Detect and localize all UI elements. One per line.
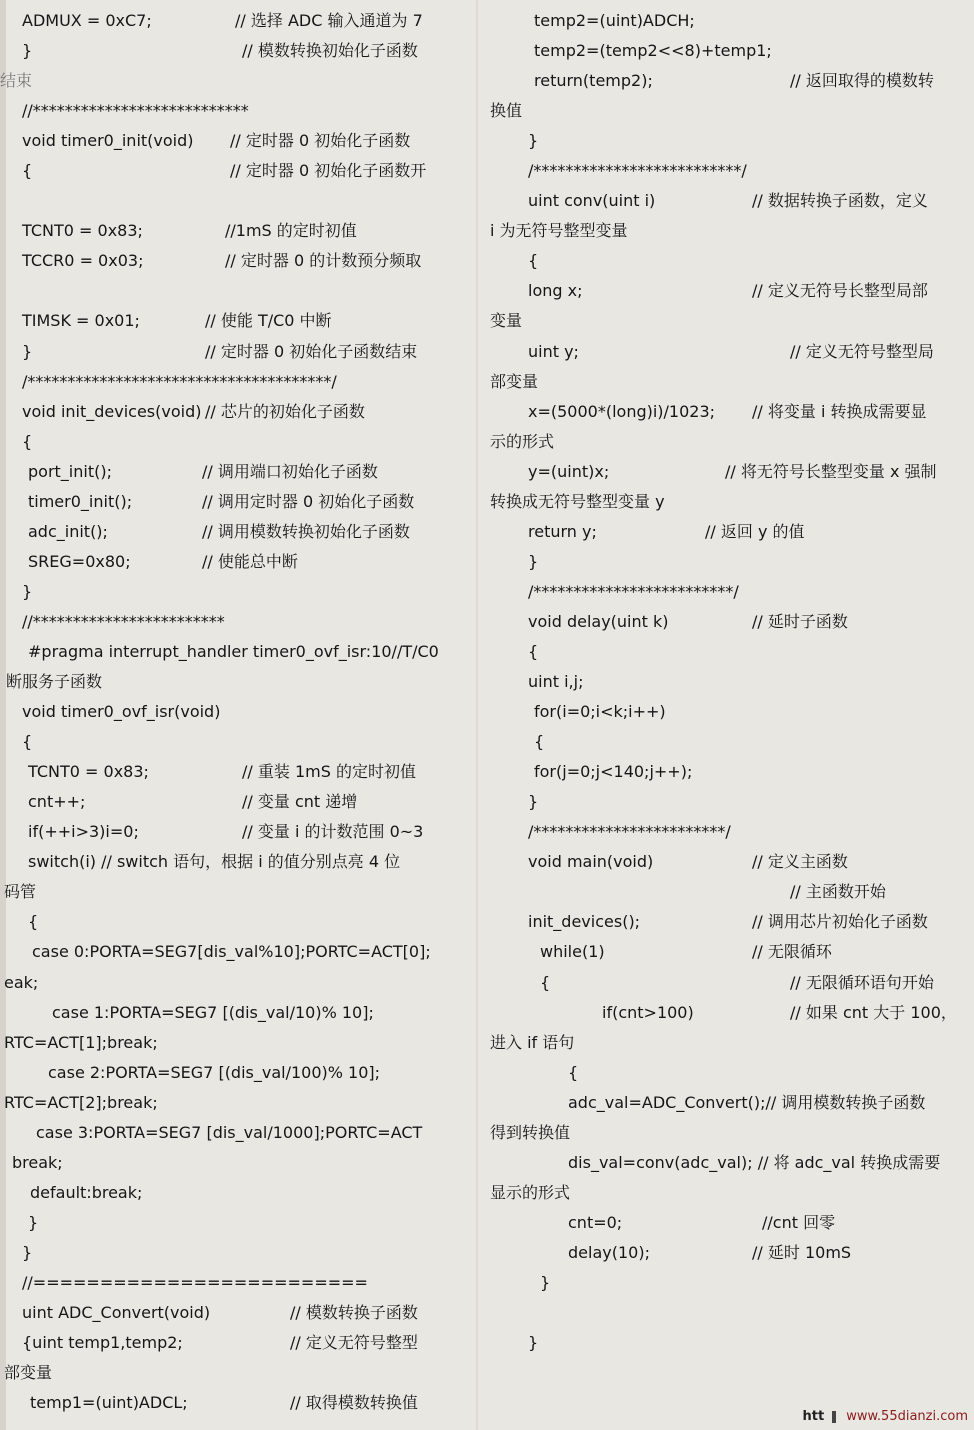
code-line — [10, 727, 468, 757]
code-line — [490, 1118, 968, 1148]
code-line — [0, 66, 468, 96]
code-line — [490, 1208, 968, 1238]
code-line — [10, 1388, 468, 1418]
code-line — [490, 397, 968, 427]
code-text: uint conv(uint i) — [528, 191, 656, 211]
code-line — [490, 1148, 968, 1178]
code-text: break; — [12, 1152, 63, 1172]
code-text: /************************/ — [528, 822, 731, 842]
code-text: case 2:PORTA=SEG7 [(dis_val/100)% 10]; — [48, 1062, 381, 1082]
code-comment: // 使能总中断 — [202, 551, 298, 571]
code-text: 断服务子函数 — [6, 672, 103, 692]
code-line — [490, 998, 968, 1028]
footer-site-watermark: www.55dianzi.com — [846, 1409, 968, 1424]
code-text: for(i=0;i<k;i++) — [534, 702, 666, 722]
page-edge-shadow — [0, 0, 6, 1430]
code-text: case 1:PORTA=SEG7 [(dis_val/10)% 10]; — [52, 1002, 374, 1022]
code-text: timer0_init(); — [28, 491, 133, 511]
code-text: case 3:PORTA=SEG7 [dis_val/1000];PORTC=ACT — [36, 1122, 423, 1142]
code-text: x=(5000*(long)i)/1023; — [528, 401, 716, 421]
code-line — [10, 907, 468, 937]
code-line — [490, 276, 968, 306]
code-text: cnt=0; — [568, 1212, 623, 1232]
code-text: /**************************/ — [528, 161, 747, 181]
code-line — [10, 156, 468, 186]
code-line — [490, 1178, 968, 1208]
code-line — [490, 1088, 968, 1118]
code-line — [490, 186, 968, 216]
code-text: default:break; — [30, 1182, 143, 1202]
code-text: } — [22, 41, 33, 61]
code-line — [490, 367, 968, 397]
code-line — [4, 877, 468, 907]
code-text: TCNT0 = 0x83; — [28, 762, 149, 782]
code-text: { — [22, 431, 33, 451]
footer-http-text: htt — [802, 1409, 825, 1424]
code-comment: // 芯片的初始化子函数 — [205, 401, 365, 421]
code-line — [10, 36, 468, 66]
code-comment: // 选择 ADC 输入通道为 7 — [235, 11, 423, 30]
code-text: 结束 — [0, 71, 33, 91]
code-line — [10, 697, 468, 727]
code-comment: // 重装 1mS 的定时初值 — [242, 762, 416, 782]
code-line — [490, 697, 968, 727]
code-line — [490, 847, 968, 877]
code-comment: // 变量 i 的计数范围 0~3 — [242, 822, 424, 842]
code-text: y=(uint)x; — [528, 461, 610, 481]
code-line — [10, 937, 468, 967]
code-comment: // 主函数开始 — [790, 882, 886, 902]
code-text: uint y; — [528, 341, 579, 361]
code-line — [490, 126, 968, 156]
code-comment: // 模数转换初始化子函数 — [242, 41, 418, 61]
code-text: adc_init(); — [28, 521, 108, 541]
code-text: delay(10); — [568, 1242, 650, 1262]
code-line — [490, 1298, 968, 1328]
code-text: RTC=ACT[1];break; — [4, 1032, 158, 1052]
code-text: /**************************************/ — [22, 371, 337, 391]
code-text: void timer0_init(void) — [22, 131, 194, 151]
code-text: } — [28, 1212, 39, 1232]
code-line — [10, 186, 468, 216]
code-line — [490, 487, 968, 517]
code-line — [10, 517, 468, 547]
code-text: void timer0_ovf_isr(void) — [22, 702, 221, 722]
code-comment: // 调用端口初始化子函数 — [202, 461, 378, 481]
code-line — [10, 487, 468, 517]
code-line — [10, 547, 468, 577]
code-text: void delay(uint k) — [528, 611, 669, 631]
code-line — [10, 457, 468, 487]
code-line — [490, 937, 968, 967]
code-line — [10, 577, 468, 607]
code-comment: // 模数转换子函数 — [290, 1303, 418, 1323]
code-text: adc_val=ADC_Convert();// 调用模数转换子函数 — [568, 1092, 926, 1112]
code-line — [10, 607, 468, 637]
code-line — [10, 998, 468, 1028]
code-line — [10, 1058, 468, 1088]
code-text: if(++i>3)i=0; — [28, 822, 139, 842]
code-comment: // 调用模数转换初始化子函数 — [202, 521, 410, 541]
code-text: port_init(); — [28, 461, 112, 481]
code-comment: // 定时器 0 初始化子函数结束 — [205, 341, 418, 361]
code-text: case 0:PORTA=SEG7[dis_val%10];PORTC=ACT[0]; — [32, 942, 431, 962]
code-text: { — [28, 912, 39, 932]
code-comment: // 返回 y 的值 — [705, 521, 805, 541]
code-line — [490, 517, 968, 547]
code-text: {uint temp1,temp2; — [22, 1333, 183, 1353]
code-line — [10, 276, 468, 306]
code-text: } — [540, 1272, 551, 1292]
code-text: cnt++; — [28, 792, 86, 812]
code-line — [490, 787, 968, 817]
code-line — [10, 1208, 468, 1238]
code-comment: // 无限循环语句开始 — [790, 972, 934, 992]
code-comment: // 将无符号长整型变量 x 强制 — [725, 461, 937, 481]
code-line — [10, 427, 468, 457]
code-line — [4, 1358, 468, 1388]
code-line — [10, 1298, 468, 1328]
code-line — [4, 1088, 468, 1118]
code-text: 部变量 — [4, 1363, 53, 1383]
right-code-column — [490, 6, 968, 1358]
code-text: 转换成无符号整型变量 y — [490, 491, 665, 511]
code-line — [10, 6, 468, 36]
page-footer — [803, 1409, 968, 1424]
code-comment: // 延时子函数 — [752, 611, 848, 631]
code-comment: // 如果 cnt 大于 100， — [790, 1002, 957, 1022]
code-line — [6, 667, 468, 697]
code-line — [10, 847, 468, 877]
code-text: /*************************/ — [528, 581, 739, 601]
code-text: uint i,j; — [528, 672, 584, 692]
code-line — [490, 667, 968, 697]
code-text: } — [528, 1333, 539, 1353]
code-text: 示的形式 — [490, 431, 555, 451]
code-comment: // 调用芯片初始化子函数 — [752, 912, 928, 932]
code-line — [10, 757, 468, 787]
code-text: eak; — [4, 972, 39, 992]
code-text: TCNT0 = 0x83; — [22, 221, 143, 241]
code-line — [490, 1058, 968, 1088]
code-line — [10, 1328, 468, 1358]
code-text: #pragma interrupt_handler timer0_ovf_isr:10//T/C0 — [28, 641, 439, 661]
code-text: for(j=0;j<140;j++); — [534, 762, 693, 782]
code-text: 显示的形式 — [490, 1182, 571, 1202]
code-line — [490, 306, 968, 336]
code-text: TCCR0 = 0x03; — [22, 251, 144, 271]
code-comment: //1mS 的定时初值 — [225, 221, 357, 241]
code-line — [10, 246, 468, 276]
code-text: return y; — [528, 521, 597, 541]
code-line — [490, 6, 968, 36]
code-line — [10, 96, 468, 126]
code-text: } — [528, 551, 539, 571]
code-line — [10, 306, 468, 336]
code-line — [490, 757, 968, 787]
code-line — [490, 246, 968, 276]
code-line — [490, 427, 968, 457]
code-text: TIMSK = 0x01; — [22, 311, 140, 331]
code-line — [10, 397, 468, 427]
code-line — [490, 817, 968, 847]
code-text: ADMUX = 0xC7; — [22, 11, 152, 30]
code-comment: //cnt 回零 — [762, 1212, 836, 1232]
code-line — [490, 337, 968, 367]
code-text: 变量 — [490, 311, 523, 331]
code-comment: // 定时器 0 初始化子函数 — [230, 131, 411, 151]
code-text: { — [534, 732, 545, 752]
code-text: 得到转换值 — [490, 1122, 571, 1142]
code-text: while(1) — [540, 942, 605, 962]
code-text: return(temp2); — [534, 71, 653, 91]
code-text: uint ADC_Convert(void) — [22, 1303, 211, 1323]
code-line — [490, 216, 968, 246]
code-text: 换值 — [490, 101, 523, 121]
code-line — [10, 817, 468, 847]
footer-divider — [832, 1411, 836, 1423]
code-line — [4, 968, 468, 998]
code-line — [10, 787, 468, 817]
code-text: switch(i) // switch 语句，根据 i 的值分别点亮 4 位 — [28, 852, 401, 872]
code-line — [490, 1238, 968, 1268]
code-text: { — [528, 251, 539, 271]
code-comment: // 定义主函数 — [752, 852, 848, 872]
code-line — [490, 1328, 968, 1358]
code-text: init_devices(); — [528, 912, 641, 932]
code-text: 码管 — [4, 882, 37, 902]
code-comment: // 数据转换子函数，定义 — [752, 191, 928, 211]
code-line — [490, 607, 968, 637]
code-line — [490, 968, 968, 998]
code-text: SREG=0x80; — [28, 551, 131, 571]
code-line — [10, 367, 468, 397]
code-comment: // 定义无符号整型 — [290, 1333, 418, 1353]
code-line — [10, 1118, 468, 1148]
code-text: { — [22, 732, 33, 752]
code-comment: // 定义无符号整型局 — [790, 341, 934, 361]
code-line — [490, 547, 968, 577]
code-line — [10, 337, 468, 367]
code-line — [490, 66, 968, 96]
code-text: RTC=ACT[2];break; — [4, 1092, 158, 1112]
column-divider — [476, 0, 478, 1430]
code-text: //************************ — [22, 611, 225, 631]
code-line — [490, 156, 968, 186]
code-text: 部变量 — [490, 371, 539, 391]
code-line — [10, 126, 468, 156]
code-text: { — [540, 972, 551, 992]
code-line — [10, 1148, 468, 1178]
code-text: temp2=(temp2<<8)+temp1; — [534, 41, 772, 61]
code-comment: // 延时 10mS — [752, 1242, 852, 1262]
code-line — [10, 1238, 468, 1268]
code-text: long x; — [528, 281, 583, 301]
code-text: void init_devices(void) — [22, 401, 202, 421]
code-comment: // 将变量 i 转换成需要显 — [752, 401, 927, 421]
code-text: 进入 if 语句 — [490, 1032, 575, 1052]
code-comment: // 取得模数转换值 — [290, 1393, 418, 1413]
left-code-column — [0, 6, 468, 1418]
code-text: i 为无符号整型变量 — [490, 221, 628, 241]
code-text: } — [22, 1242, 33, 1262]
code-comment: // 无限循环 — [752, 942, 832, 962]
code-line — [4, 1028, 468, 1058]
code-line — [10, 216, 468, 246]
code-line — [490, 1028, 968, 1058]
code-line — [490, 36, 968, 66]
code-text: temp1=(uint)ADCL; — [30, 1393, 188, 1413]
code-text: //========================= — [22, 1272, 368, 1292]
code-text: if(cnt>100) — [602, 1002, 694, 1022]
code-line — [490, 457, 968, 487]
code-text: dis_val=conv(adc_val); // 将 adc_val 转换成需要 — [568, 1152, 941, 1172]
code-line — [10, 1268, 468, 1298]
code-line — [10, 1178, 468, 1208]
code-line — [10, 637, 468, 667]
code-text: } — [22, 341, 33, 361]
code-text: } — [528, 792, 539, 812]
code-line — [490, 577, 968, 607]
code-line — [490, 907, 968, 937]
code-text: temp2=(uint)ADCH; — [534, 11, 695, 30]
code-text: } — [22, 581, 33, 601]
code-comment: // 使能 T/C0 中断 — [205, 311, 332, 331]
code-comment: // 定时器 0 初始化子函数开 — [230, 161, 427, 181]
code-line — [490, 96, 968, 126]
code-text: //*************************** — [22, 101, 249, 121]
code-comment: // 定义无符号长整型局部 — [752, 281, 928, 301]
code-comment: // 调用定时器 0 初始化子函数 — [202, 491, 415, 511]
code-line — [490, 727, 968, 757]
code-line — [490, 637, 968, 667]
code-text: void main(void) — [528, 852, 654, 872]
code-text: { — [528, 641, 539, 661]
code-comment: // 定时器 0 的计数预分频取 — [225, 251, 422, 271]
code-text: } — [528, 131, 539, 151]
code-line — [490, 1268, 968, 1298]
code-comment: // 返回取得的模数转 — [790, 71, 934, 91]
code-text: { — [568, 1062, 579, 1082]
code-text: { — [22, 161, 33, 181]
code-line — [490, 877, 968, 907]
code-comment: // 变量 cnt 递增 — [242, 792, 358, 812]
